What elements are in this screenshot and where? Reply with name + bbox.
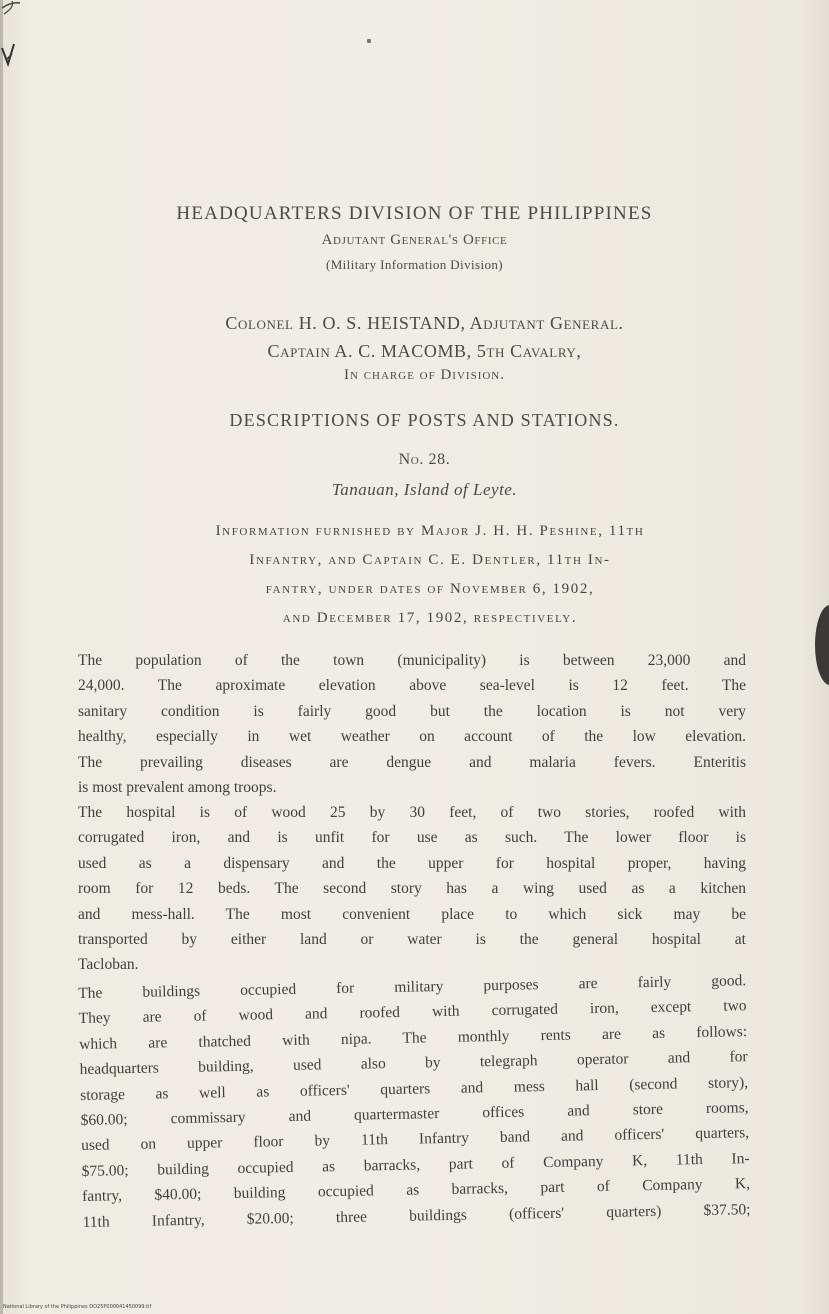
document-place: Tanauan, Island of Leyte. (331, 480, 518, 499)
text-line: corrugated iron, and is unfit for use as such. The lower floor is (78, 829, 746, 847)
page-gutter-line (0, 0, 3, 1314)
handwritten-margin-mark (0, 0, 28, 80)
info-line: Information furnished by Major J. H. H. Peshine, 11th (215, 523, 645, 539)
text-line: sanitary condition is fairly good but the location is not very (78, 702, 746, 720)
text-line: 24,000. The aproximate elevation above sea-level is 12 feet. The (78, 677, 746, 695)
header-org: HEADQUARTERS DIVISION OF THE PHILIPPINES (176, 203, 653, 224)
header-captain: Captain A. C. MACOMB, 5th Cavalry, (267, 341, 582, 361)
text-line: The population of the town (municipality) is between 23,000 and (78, 652, 746, 669)
text-line: room for 12 beds. The second story has a wing used as a kitchen (78, 880, 746, 898)
header-charge: In charge of Division. (344, 367, 505, 383)
text-line: The prevailing diseases are dengue and malaria fevers. Enteritis (78, 753, 746, 771)
text-line: Tacloban. (78, 956, 139, 974)
document-title: DESCRIPTIONS OF POSTS AND STATIONS. (229, 410, 620, 430)
text-line: They are of wood and roofed with corrugated iron, except two (78, 997, 747, 1028)
info-line: fantry, under dates of November 6, 1902, (265, 581, 595, 597)
text-line: $75.00; building occupied as barracks, part of Company K, 11th In- (81, 1149, 750, 1180)
document-number: No. 28. (398, 451, 451, 468)
header-colonel: Colonel H. O. S. HEISTAND, Adjutant General. (225, 313, 624, 333)
text-line: healthy, especially in wet weather on account of the low elevation. (78, 728, 746, 746)
paragraph-population (78, 648, 746, 800)
text-line: used as a dispensary and the upper for hospital proper, having (78, 854, 746, 872)
text-line: storage as well as officers' quarters and mess hall (second story), (80, 1073, 749, 1104)
info-line: and December 17, 1902, respectively. (282, 610, 578, 626)
header-division: (Military Information Division) (325, 257, 504, 272)
text-line: The buildings occupied for military purposes are fairly good. (78, 972, 747, 1002)
scan-caption: National Library of the Philippines DO25P000041450099.tif (3, 1304, 152, 1310)
text-line: headquarters building, used also by telegraph operator and for (79, 1048, 748, 1079)
paragraph-hospital (78, 800, 746, 978)
edge-ink-blot (815, 605, 829, 685)
header-office: Adjutant General's Office (321, 232, 508, 248)
text-line: The hospital is of wood 25 by 30 feet, of two stories, roofed with (78, 804, 746, 821)
text-line: 11th Infantry, $20.00; three buildings (officers' quarters) $37.50; (82, 1200, 751, 1231)
text-line: is most prevalent among troops. (78, 778, 277, 796)
text-line: and mess-hall. The most convenient place to which sick may be (78, 905, 746, 923)
text-line: transported by either land or water is the general hospital at (78, 930, 746, 948)
text-line: fantry, $40.00; building occupied as barracks, part of Company K, (81, 1175, 751, 1206)
information-block (110, 517, 750, 633)
page-speck (367, 39, 371, 43)
paragraph-buildings (78, 968, 751, 1235)
info-line: Infantry, and Captain C. E. Dentler, 11th In- (249, 552, 611, 568)
text-line: used on upper floor by 11th Infantry band and officers' quarters, (81, 1124, 750, 1155)
text-line: which are thatched with nipa. The monthly rents are as follows: (79, 1022, 748, 1053)
text-line: $60.00; commissary and quartermaster offices and store rooms, (80, 1099, 749, 1129)
